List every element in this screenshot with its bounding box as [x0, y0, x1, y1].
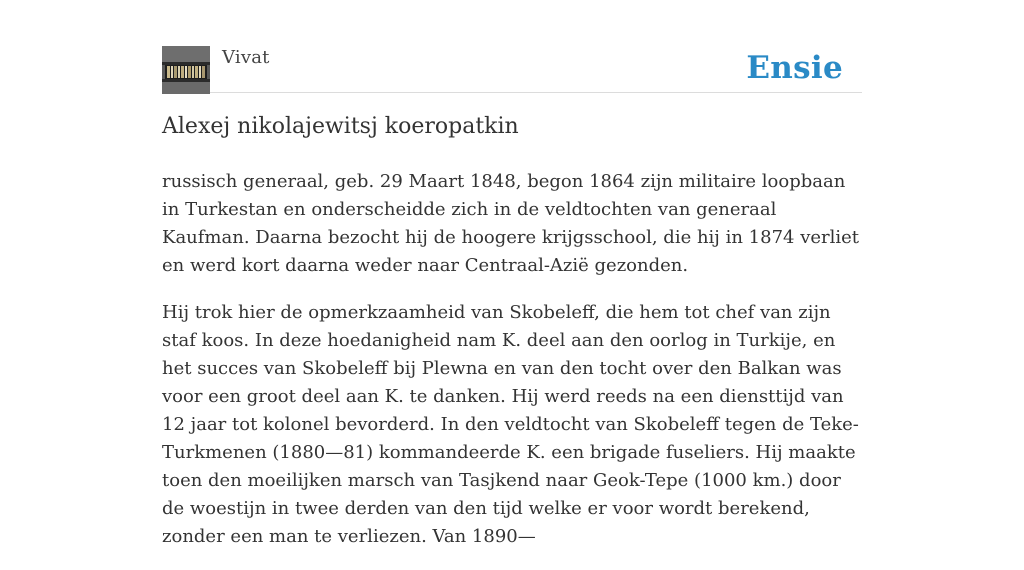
brand-logo[interactable]: Ensie	[746, 50, 843, 86]
article-paragraph: Hij trok hier de opmerkzaamheid van Skobeleff, die hem tot chef van zijn staf koos. In deze hoedanigheid nam K. deel aan den oorlog in Turkije, en het succes van Skobeleff bij Plewna en van den tocht over den Balkan was voor een groot deel aan K. te danken. Hij werd reeds na een diensttijd van 12 jaar tot kolonel bevorderd. In den veldtocht van Skobeleff tegen de Teke-Turkmenen (1880—81) kommandeerde K. een brigade fuseliers. Hij maakte toen den moeilijken marsch van Tasjkend naar Geok-Tepe (1000 km.) door de woestijn in twee derden van den tijd welke er voor wordt berekend, zonder een man te verliezen. Van 1890—	[162, 302, 859, 547]
site-header	[162, 46, 862, 93]
bookshelf-avatar-icon[interactable]	[162, 46, 210, 94]
article-paragraph: russisch generaal, geb. 29 Maart 1848, begon 1864 zijn militaire loopbaan in Turkestan en onderscheidde zich in de veldtochten van generaal Kaufman. Daarna bezocht hij de hoogere krijgsschool, die hij in 1874 verliet en werd kort daarna weder naar Centraal-Azië gezonden.	[162, 171, 860, 276]
article-title: Alexej nikolajewitsj koeropatkin	[162, 114, 519, 139]
article-body	[162, 168, 862, 570]
source-name[interactable]: Vivat	[222, 47, 270, 68]
